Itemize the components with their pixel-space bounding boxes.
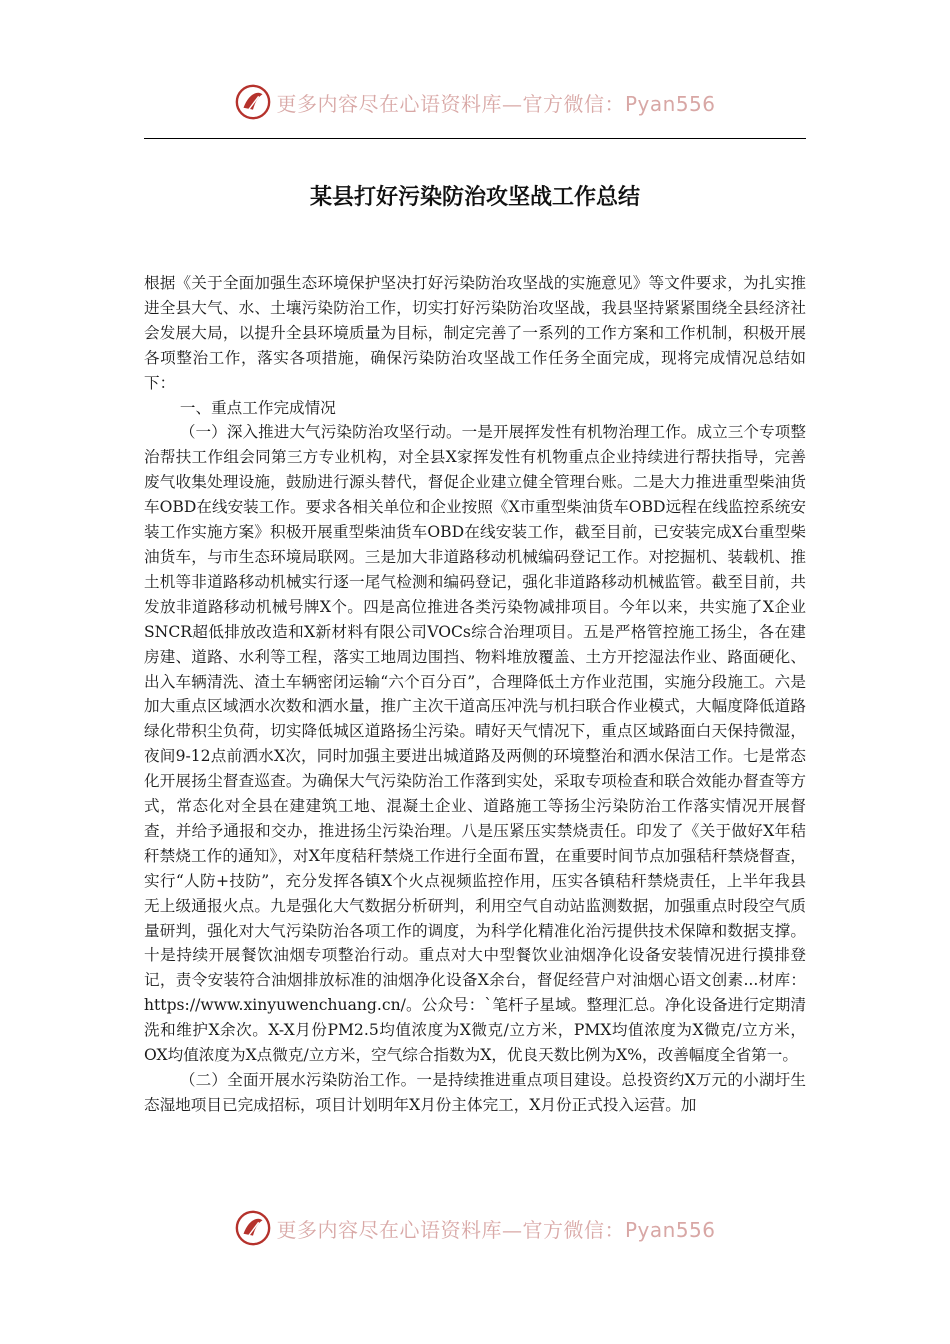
header-rule — [144, 138, 806, 139]
document-body — [144, 271, 806, 1118]
document-title: 某县打好污染防治攻坚战工作总结 — [309, 185, 640, 210]
logo-icon — [234, 83, 272, 121]
paragraph-intro: 根据《关于全面加强生态环境保护坚决打好污染防治攻坚战的实施意见》等文件要求，为扎实推进全县大气、水、土壤污染防治工作，切实打好污染防治攻坚战，我县坚持紧紧围绕全县经济社会发展大局，以提升全县环境质量为目标，制定完善了一系列的工作方案和工作机制，积极开展各项整治工作，落实各项措施，确保污染防治攻坚战工作任务全面完成，现将完成情况总结如下： — [144, 274, 806, 392]
section-heading: 一、重点工作完成情况 — [179, 398, 336, 417]
footer-watermark-banner — [0, 1206, 950, 1250]
banner-text: 更多内容尽在心语资料库—官方微信：Pyan556 — [276, 91, 716, 116]
paragraph-air: （一）深入推进大气污染防治攻坚行动。一是开展挥发性有机物治理工作。成立三个专项整治帮扶工作组会同第三方专业机构，对全县X家挥发性有机物重点企业持续进行帮扶指导，完善废气收集处理设施，鼓励进行源头替代，督促企业建立健全管理台账。二是大力推进重型柴油货车OBD在线安装工作。要求各相关单位和企业按照《X市重型柴油货车OBD远程在线监控系统安装工作实施方案》积极开展重型柴油货车OBD在线安装工作，截至目前，已安装完成X台重型柴油货车，与市生态环境局联网。三是加大非道路移动机械编码登记工作。对挖掘机、装载机、推土机等非道路移动机械实行逐一尾气检测和编码登记，强化非道路移动机械监管。截至目前，共发放非道路移动机械号牌X个。四是高位推进各类污染物减排项目。今年以来，共实施了X企业SNCR超低排放改造和X新材料有限公司VOCs综合治理项目。五是严格管控施工扬尘，各在建房建、道路、水利等工程，落实工地周边围挡、物料堆放覆盖、土方开挖湿法作业、路面硬化、出入车辆清洗、渣土车辆密闭运输“六个百分百”，合理降低土方作业范围，实施分段施工。六是加大重点区域洒水次数和洒水量，推广主次干道高压冲洗与机扫联合作业模式，大幅度降低道路绿化带积尘负荷，切实降低城区道路扬尘污染。晴好天气情况下，重点区域路面白天保持微湿，夜间9-12点前洒水X次，同时加强主要进出城道路及两侧的环境整治和洒水保洁工作。七是常态化开展扬尘督查巡查。为确保大气污染防治工作落到实处，采取专项检查和联合效能办督查等方式，常态化对全县在建建筑工地、混凝土企业、道路施工等扬尘污染防治工作落实情况开展督查，并给予通报和交办，推进扬尘污染治理。八是压紧压实禁烧责任。印发了《关于做好X年秸秆禁烧工作的通知》，对X年度秸秆禁烧工作进行全面布置，在重要时间节点加强秸秆禁烧督查，实行“人防+技防”，充分发挥各镇X个火点视频监控作用，压实各镇秸秆禁烧责任，上半年我县无上级通报火点。九是强化大气数据分析研判，利用空气自动站监测数据，加强重点时段空气质量研判，强化对大气污染防治各项工作的调度，为科学化精准化治污提供技术保障和数据支撑。十是持续开展餐饮油烟专项整治行动。重点对大中型餐饮业油烟净化设备安装情况进行摸排登记，责令安装符合油烟排放标准的油烟净化设备X余台，督促经营户对油烟心语文创素...材库：https://www.xinyuwenchuang.cn/。公众号：`笔杆子星域。整理汇总。净化设备进行定期清洗和维护X余次。X-X月份PM2.5均值浓度为X微克/立方米，PMX均值浓度为X微克/立方米，OX均值浓度为X点微克/立方米，空气综合指数为X，优良天数比例为X%，改善幅度全省第一。 — [144, 423, 806, 1065]
logo-icon — [234, 1209, 272, 1247]
paragraph-water: （二）全面开展水污染防治工作。一是持续推进重点项目建设。总投资约X万元的小湖圩生态湿地项目已完成招标，项目计划明年X月份主体完工，X月份正式投入运营。加 — [144, 1071, 806, 1114]
header-watermark-banner — [0, 80, 950, 124]
banner-text: 更多内容尽在心语资料库—官方微信：Pyan556 — [276, 1217, 716, 1242]
